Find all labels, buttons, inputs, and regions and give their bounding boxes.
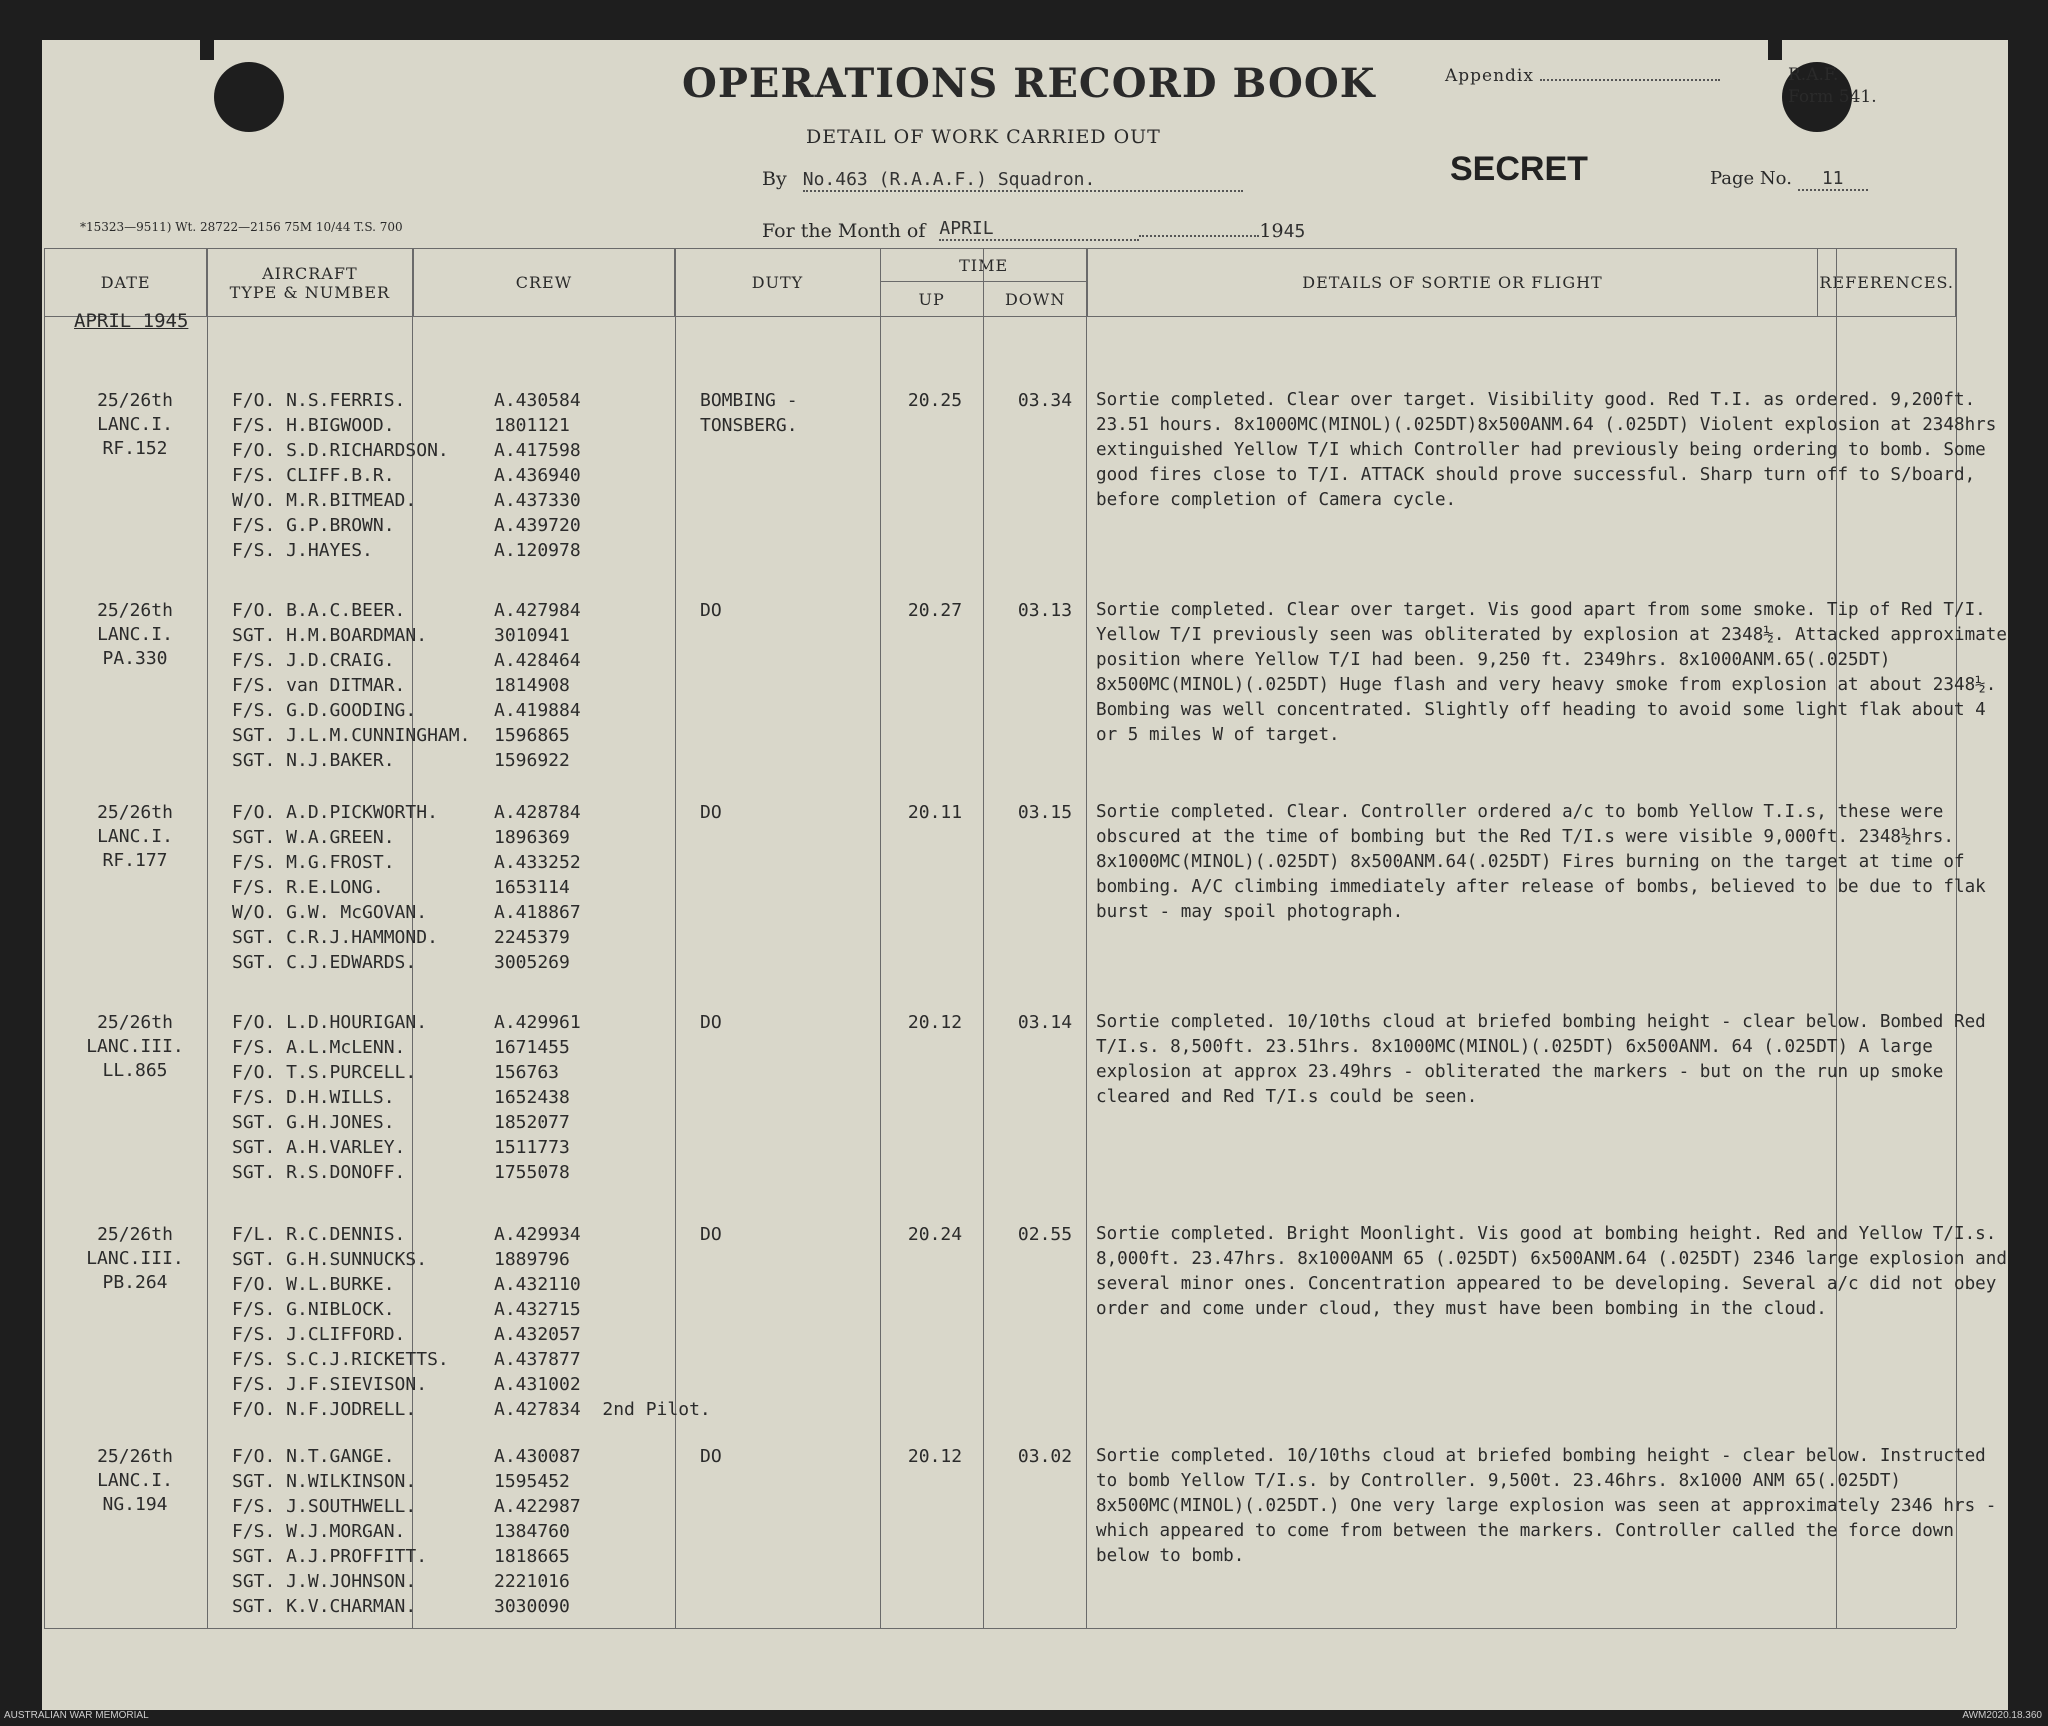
crew-service-number: 156763 — [494, 1062, 560, 1083]
page-title: OPERATIONS RECORD BOOK — [682, 60, 1376, 107]
crew-name: F/O. N.S.FERRIS. — [232, 390, 406, 411]
month-line — [762, 218, 1305, 242]
crew-service-number: 1596922 — [494, 750, 570, 771]
time-down: 02.55 — [1017, 1224, 1073, 1245]
crew-service-number: A.428784 — [494, 802, 581, 823]
crew-name: SGT. H.M.BOARDMAN. — [232, 625, 428, 646]
crew-name: SGT. C.R.J.HAMMOND. — [232, 927, 438, 948]
crew-name: W/O. G.W. McGOVAN. — [232, 902, 428, 923]
crew-service-number: A.422987 — [494, 1496, 581, 1517]
squadron-name: No.463 (R.A.A.F.) Squadron. — [803, 169, 1243, 192]
sortie-duty: DO — [700, 600, 722, 621]
crew-name: F/S. G.P.BROWN. — [232, 515, 395, 536]
time-down: 03.34 — [1017, 390, 1073, 411]
crew-name: SGT. N.J.BAKER. — [232, 750, 395, 771]
crew-service-number: A.419884 — [494, 700, 581, 721]
sortie-duty: DO — [700, 1012, 722, 1033]
time-up: 20.12 — [907, 1012, 963, 1033]
crew-service-number: A.437877 — [494, 1349, 581, 1370]
page-subtitle: DETAIL OF WORK CARRIED OUT — [806, 126, 1161, 148]
sortie-details: Sortie completed. Clear over target. Visibility good. Red T.I. as ordered. 9,200ft. 23.51 hours. 8x1000MC(MINOL)(.025DT)8x500ANM.64 (.025DT) Violent explosion at 2348hrs extinguished Yellow T/I which Controller had previously being ordering to bomb. Some good fires close to T/I. ATTACK should prove successful. Sharp turn off to S/board, before completion of Camera cycle. — [1096, 390, 1997, 510]
time-down: 03.14 — [1017, 1012, 1073, 1033]
crew-service-number: A.432715 — [494, 1299, 581, 1320]
appendix-field — [1445, 66, 1720, 86]
crew-name: SGT. C.J.EDWARDS. — [232, 952, 417, 973]
crew-service-number: 1652438 — [494, 1087, 570, 1108]
sortie-date: 25/26th — [97, 390, 173, 411]
crew-name: F/L. R.C.DENNIS. — [232, 1224, 406, 1245]
crew-name: SGT. W.A.GREEN. — [232, 827, 395, 848]
sortie-date: 25/26th — [97, 1446, 173, 1467]
crew-service-number: 3030090 — [494, 1596, 570, 1617]
binder-slot-right — [1768, 0, 1782, 60]
col-aircraft — [207, 249, 413, 317]
column-headers — [44, 248, 1956, 317]
crew-name: F/S. J.HAYES. — [232, 540, 373, 561]
col-crew: CREW — [413, 249, 675, 317]
sortie-duty: BOMBING - TONSBERG. — [700, 390, 798, 436]
col-aircraft-line2: TYPE & NUMBER — [229, 282, 391, 302]
crew-name: SGT. N.WILKINSON. — [232, 1471, 417, 1492]
punch-hole-left — [214, 62, 284, 132]
aircraft-number: RF.152 — [102, 438, 168, 459]
binder-slot-left — [200, 0, 214, 60]
rule — [880, 248, 881, 1628]
crew-service-number: 1818665 — [494, 1546, 570, 1567]
crew-service-number: A.436940 — [494, 465, 581, 486]
crew-service-number: 1595452 — [494, 1471, 570, 1492]
crew-service-number: 3010941 — [494, 625, 570, 646]
sortie-date: 25/26th — [97, 1224, 173, 1245]
crew-service-number: A.427834 2nd Pilot. — [494, 1399, 711, 1420]
crew-service-number: 2221016 — [494, 1571, 570, 1592]
crew-service-number: A.427984 — [494, 600, 581, 621]
crew-name: F/S. G.NIBLOCK. — [232, 1299, 395, 1320]
col-aircraft-line1: AIRCRAFT — [262, 263, 358, 283]
squadron-line — [762, 168, 1243, 192]
crew-name: SGT. J.W.JOHNSON. — [232, 1571, 417, 1592]
time-up: 20.12 — [907, 1446, 963, 1467]
time-up: 20.27 — [907, 600, 963, 621]
crew-name: SGT. J.L.M.CUNNINGHAM. — [232, 725, 471, 746]
by-label: By — [762, 168, 787, 190]
sortie-duty: DO — [700, 802, 722, 823]
crew-service-number: 1889796 — [494, 1249, 570, 1270]
crew-name: F/O. S.D.RICHARDSON. — [232, 440, 449, 461]
aircraft-number: PB.264 — [102, 1272, 168, 1293]
crew-name: F/O. L.D.HOURIGAN. — [232, 1012, 428, 1033]
crew-name: F/O. B.A.C.BEER. — [232, 600, 406, 621]
time-down: 03.15 — [1017, 802, 1073, 823]
crew-service-number: 3005269 — [494, 952, 570, 973]
crew-service-number: A.439720 — [494, 515, 581, 536]
sortie-details: Sortie completed. Bright Moonlight. Vis good at bombing height. Red and Yellow T/I.s. 8,000ft. 23.47hrs. 8x1000ANM 65 (.025DT) 6x500ANM.64 (.025DT) 2346 large explosion and several minor ones. Concentration appeared to be developing. Several a/c did not obey order and come under cloud, they must have been bombing in the cloud. — [1096, 1224, 2007, 1319]
year-suffix: 45 — [1283, 221, 1306, 242]
crew-service-number: A.417598 — [494, 440, 581, 461]
time-up: 20.24 — [907, 1224, 963, 1245]
crew-service-number: A.418867 — [494, 902, 581, 923]
crew-name: SGT. A.H.VARLEY. — [232, 1137, 406, 1158]
crew-name: F/O. N.F.JODRELL. — [232, 1399, 417, 1420]
crew-service-number: A.433252 — [494, 852, 581, 873]
crew-name: W/O. M.R.BITMEAD. — [232, 490, 417, 511]
aircraft-type: LANC.I. — [97, 414, 173, 435]
crew-service-number: 1814908 — [494, 675, 570, 696]
crew-name: F/S. G.D.GOODING. — [232, 700, 417, 721]
aircraft-type: LANC.I. — [97, 826, 173, 847]
aircraft-number: PA.330 — [102, 648, 168, 669]
form-id — [1788, 64, 1877, 108]
sortie-date: 25/26th — [97, 600, 173, 621]
crew-name: F/S. S.C.J.RICKETTS. — [232, 1349, 449, 1370]
time-up: 20.11 — [907, 802, 963, 823]
crew-name: F/S. W.J.MORGAN. — [232, 1521, 406, 1542]
crew-service-number: A.431002 — [494, 1374, 581, 1395]
sortie-duty: DO — [700, 1224, 722, 1245]
crew-service-number: A.437330 — [494, 490, 581, 511]
crew-name: SGT. G.H.JONES. — [232, 1112, 395, 1133]
rule — [983, 248, 984, 1628]
crew-service-number: 1511773 — [494, 1137, 570, 1158]
crew-name: F/S. J.F.SIEVISON. — [232, 1374, 428, 1395]
crew-name: SGT. A.J.PROFFITT. — [232, 1546, 428, 1567]
month-heading: APRIL 1945 — [74, 310, 189, 332]
crew-service-number: 1384760 — [494, 1521, 570, 1542]
rule — [1086, 248, 1087, 1628]
aircraft-type: LANC.I. — [97, 624, 173, 645]
crew-name: SGT. G.H.SUNNUCKS. — [232, 1249, 428, 1270]
col-up: UP — [880, 282, 983, 317]
aircraft-type: LANC.I. — [97, 1470, 173, 1491]
sortie-duty: DO — [700, 1446, 722, 1467]
col-date: DATE — [45, 249, 207, 317]
crew-name: F/S. H.BIGWOOD. — [232, 415, 395, 436]
time-down: 03.13 — [1017, 600, 1073, 621]
crew-service-number: 2245379 — [494, 927, 570, 948]
sortie-details: Sortie completed. Clear over target. Vis good apart from some smoke. Tip of Red T/I. Yellow T/I previously seen was obliterated by explosion at 2348½. Attacked approximate position where Yellow T/I had been. 9,250 ft. 2349hrs. 8x1000ANM.65(.025DT) 8x500MC(MINOL)(.025DT) Huge flash and very heavy smoke from explosion at about 2348½. Bombing was well concentrated. Slightly off heading to avoid some light flak about 4 or 5 miles W of target. — [1096, 600, 2007, 745]
crew-name: F/S. van DITMAR. — [232, 675, 406, 696]
crew-service-number: A.430087 — [494, 1446, 581, 1467]
sortie-date: 25/26th — [97, 1012, 173, 1033]
crew-name: F/S. M.G.FROST. — [232, 852, 395, 873]
crew-service-number: A.432110 — [494, 1274, 581, 1295]
crew-service-number: A.429961 — [494, 1012, 581, 1033]
appendix-label: Appendix — [1445, 66, 1534, 86]
classification-stamp: SECRET — [1450, 150, 1588, 188]
crew-service-number: A.429934 — [494, 1224, 581, 1245]
rule — [44, 1628, 1956, 1629]
crew-service-number: 1596865 — [494, 725, 570, 746]
crew-name: F/O. A.D.PICKWORTH. — [232, 802, 438, 823]
aircraft-type: LANC.III. — [86, 1036, 184, 1057]
crew-name: F/S. CLIFF.B.R. — [232, 465, 395, 486]
crew-name: F/S. D.H.WILLS. — [232, 1087, 395, 1108]
month-label: For the Month of — [762, 220, 926, 242]
crew-name: F/O. N.T.GANGE. — [232, 1446, 395, 1467]
col-details: DETAILS OF SORTIE OR FLIGHT — [1087, 249, 1818, 317]
month-value: APRIL — [939, 218, 1139, 241]
rule — [44, 248, 45, 1628]
crew-name: F/S. R.E.LONG. — [232, 877, 384, 898]
crew-service-number: 1801121 — [494, 415, 570, 436]
crew-name: F/O. T.S.PURCELL. — [232, 1062, 417, 1083]
form-line-1: R.A.F. — [1788, 65, 1839, 85]
sortie-date: 25/26th — [97, 802, 173, 823]
sortie-details: Sortie completed. 10/10ths cloud at briefed bombing height - clear below. Instructed to bomb Yellow T/I.s. by Controller. 9,500t. 23.46hrs. 8x1000 ANM 65(.025DT) 8x500MC(MINOL)(.025DT.) One very large explosion was seen at approximately 2346 hrs - which appeared to come from between the markers. Controller called the force down below to bomb. — [1096, 1446, 1997, 1566]
col-time: TIME — [880, 249, 1087, 282]
aircraft-number: LL.865 — [102, 1060, 168, 1081]
crew-service-number: 1671455 — [494, 1037, 570, 1058]
footer-source: AUSTRALIAN WAR MEMORIAL — [4, 1710, 149, 1721]
printer-code: *15323—9511) Wt. 28722—2156 75M 10/44 T.S. 700 — [80, 220, 403, 234]
sortie-details: Sortie completed. Clear. Controller ordered a/c to bomb Yellow T.I.s, these were obscured at the time of bombing but the Red T/I.s were visible 9,000ft. 2348½hrs. 8x1000MC(MINOL)(.025DT) 8x500ANM.64(.025DT) Fires burning on the target at time of bombing. A/C climbing immediately after release of bombs, believed to be due to flak burst - may spoil photograph. — [1096, 802, 1986, 922]
crew-name: SGT. R.S.DONOFF. — [232, 1162, 406, 1183]
time-down: 03.02 — [1017, 1446, 1073, 1467]
crew-name: F/S. J.D.CRAIG. — [232, 650, 395, 671]
crew-name: F/S. J.SOUTHWELL. — [232, 1496, 417, 1517]
page-number: 11 — [1798, 168, 1868, 191]
form-line-2: Form 541. — [1788, 87, 1877, 107]
page-number-field — [1710, 168, 1868, 191]
crew-service-number: 1755078 — [494, 1162, 570, 1183]
crew-service-number: A.432057 — [494, 1324, 581, 1345]
col-down: DOWN — [983, 282, 1087, 317]
crew-service-number: A.120978 — [494, 540, 581, 561]
page-label: Page No. — [1710, 168, 1792, 189]
crew-name: SGT. K.V.CHARMAN. — [232, 1596, 417, 1617]
crew-service-number: 1653114 — [494, 877, 570, 898]
col-references: REFERENCES. — [1818, 249, 1956, 317]
crew-service-number: A.430584 — [494, 390, 581, 411]
col-duty: DUTY — [675, 249, 880, 317]
crew-service-number: A.428464 — [494, 650, 581, 671]
aircraft-type: LANC.III. — [86, 1248, 184, 1269]
crew-service-number: 1852077 — [494, 1112, 570, 1133]
crew-name: F/O. W.L.BURKE. — [232, 1274, 395, 1295]
sortie-details: Sortie completed. 10/10ths cloud at briefed bombing height - clear below. Bombed Red T/I.s. 8,500ft. 23.51hrs. 8x1000MC(MINOL)(.025DT) 6x500ANM. 64 (.025DT) A large explosion at approx 23.49hrs - obliterated the markers - but on the run up smoke cleared and Red T/I.s could be seen. — [1096, 1012, 1986, 1107]
time-up: 20.25 — [907, 390, 963, 411]
crew-name: F/S. A.L.McLENN. — [232, 1037, 406, 1058]
aircraft-number: RF.177 — [102, 850, 168, 871]
aircraft-number: NG.194 — [102, 1494, 168, 1515]
footer-accession: AWM2020.18.360 — [1962, 1710, 2042, 1721]
crew-service-number: 1896369 — [494, 827, 570, 848]
year-prefix: 19 — [1259, 220, 1284, 242]
crew-name: F/S. J.CLIFFORD. — [232, 1324, 406, 1345]
